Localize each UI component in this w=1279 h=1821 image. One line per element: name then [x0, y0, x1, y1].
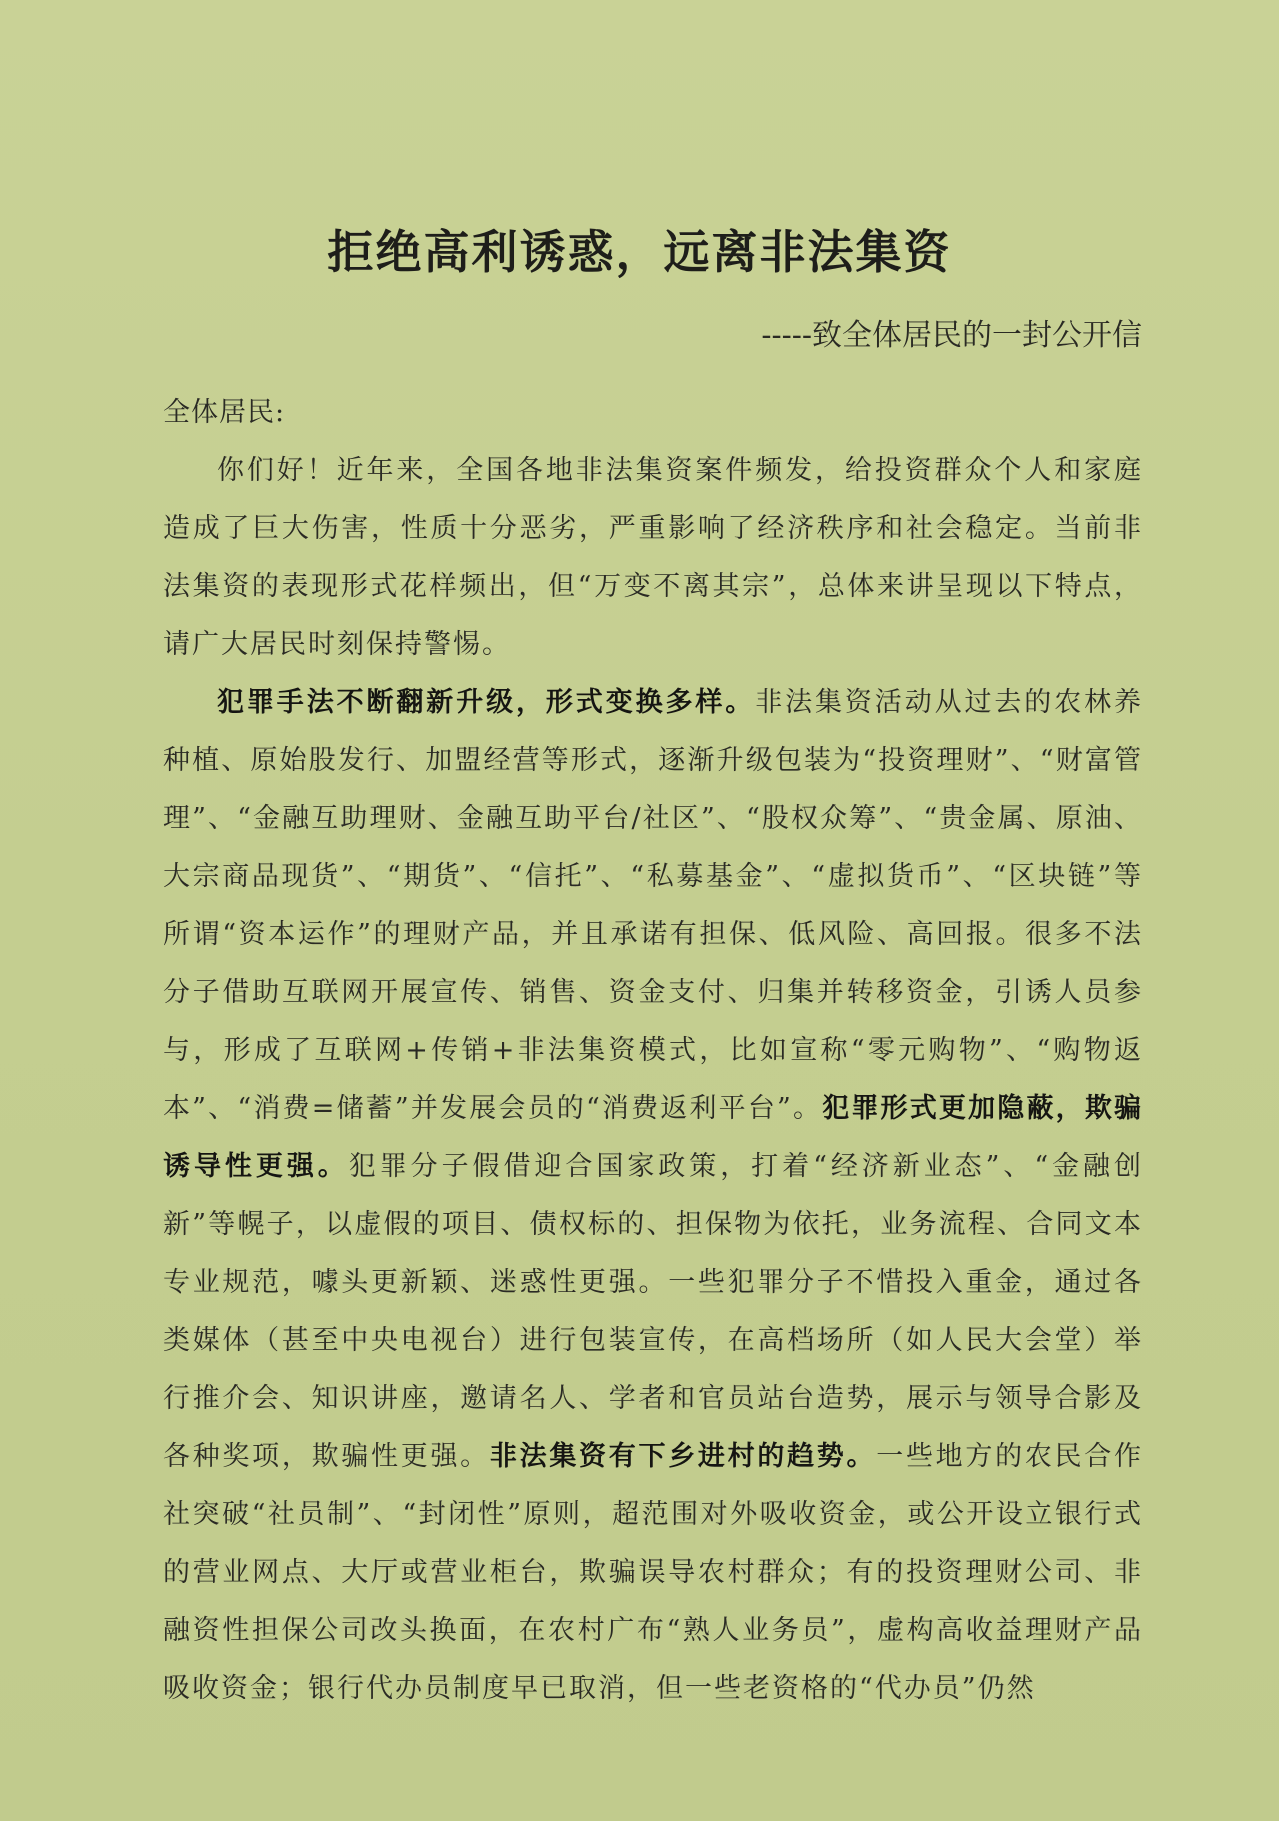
text-rural-trend: 一些地方的农民合作社突破“社员制”、“封闭性”原则，超范围对外吸收资金，或公开设立银行式的营业网点、大厅或营业柜台，欺骗误导农村群众；有的投资理财公司、非融资性担保公司改头换面，在农村广布“熟人业务员”，虚构高收益理财产品吸收资金；银行代办员制度早已取消，但一些老资格的“代办员”仍然: [163, 1441, 1143, 1704]
letter-body: [163, 384, 1143, 1718]
text-concealment: 犯罪分子假借迎合国家政策，打着“经济新业态”、“金融创新”等幌子，以虚假的项目、债权标的、担保物为依托，业务流程、合同文本专业规范，噱头更新颖、迷惑性更强。一些犯罪分子不惜投入重金，通过各类媒体（甚至中央电视台）进行包装宣传，在高档场所（如人民大会堂）举行推介会、知识讲座，邀请名人、学者和官员站台造势，展示与领导合影及各种奖项，欺骗性更强。: [163, 1151, 1143, 1472]
text-method-upgrade: 非法集资活动从过去的农林养种植、原始股发行、加盟经营等形式，逐渐升级包装为“投资理财”、“财富管理”、“金融互助理财、金融互助平台/社区”、“股权众筹”、“贵金属、原油、大宗商品现货”、“期货”、“信托”、“私募基金”、“虚拟货币”、“区块链”等所谓“资本运作”的理财产品，并且承诺有担保、低风险、高回报。很多不法分子借助互联网开展宣传、销售、资金支付、归集并转移资金，引诱人员参与，形成了互联网+传销+非法集资模式，比如宣称“零元购物”、“购物返本”、“消费=储蓄”并发展会员的“消费返利平台”。: [163, 687, 1144, 1124]
salutation: 全体居民:: [163, 397, 286, 428]
heading-concealment: 犯罪形式更加隐蔽，欺骗诱导性更强。: [163, 1093, 1144, 1182]
letter-subtitle: -----致全体居民的一封公开信: [761, 318, 1142, 353]
paragraph-intro: 你们好！近年来，全国各地非法集资案件频发，给投资群众个人和家庭造成了巨大伤害，性质十分恶劣，严重影响了经济秩序和社会稳定。当前非法集资的表现形式花样频出，但“万变不离其宗”，总体来讲呈现以下特点，请广大居民时刻保持警惕。: [163, 455, 1143, 660]
paragraph-characteristics: [163, 674, 1143, 1718]
heading-rural-trend: 非法集资有下乡进村的趋势。: [489, 1441, 877, 1472]
letter-title: 拒绝高利诱惑，远离非法集资: [327, 225, 952, 279]
heading-method-upgrade: 犯罪手法不断翻新升级，形式变换多样。: [217, 687, 756, 718]
